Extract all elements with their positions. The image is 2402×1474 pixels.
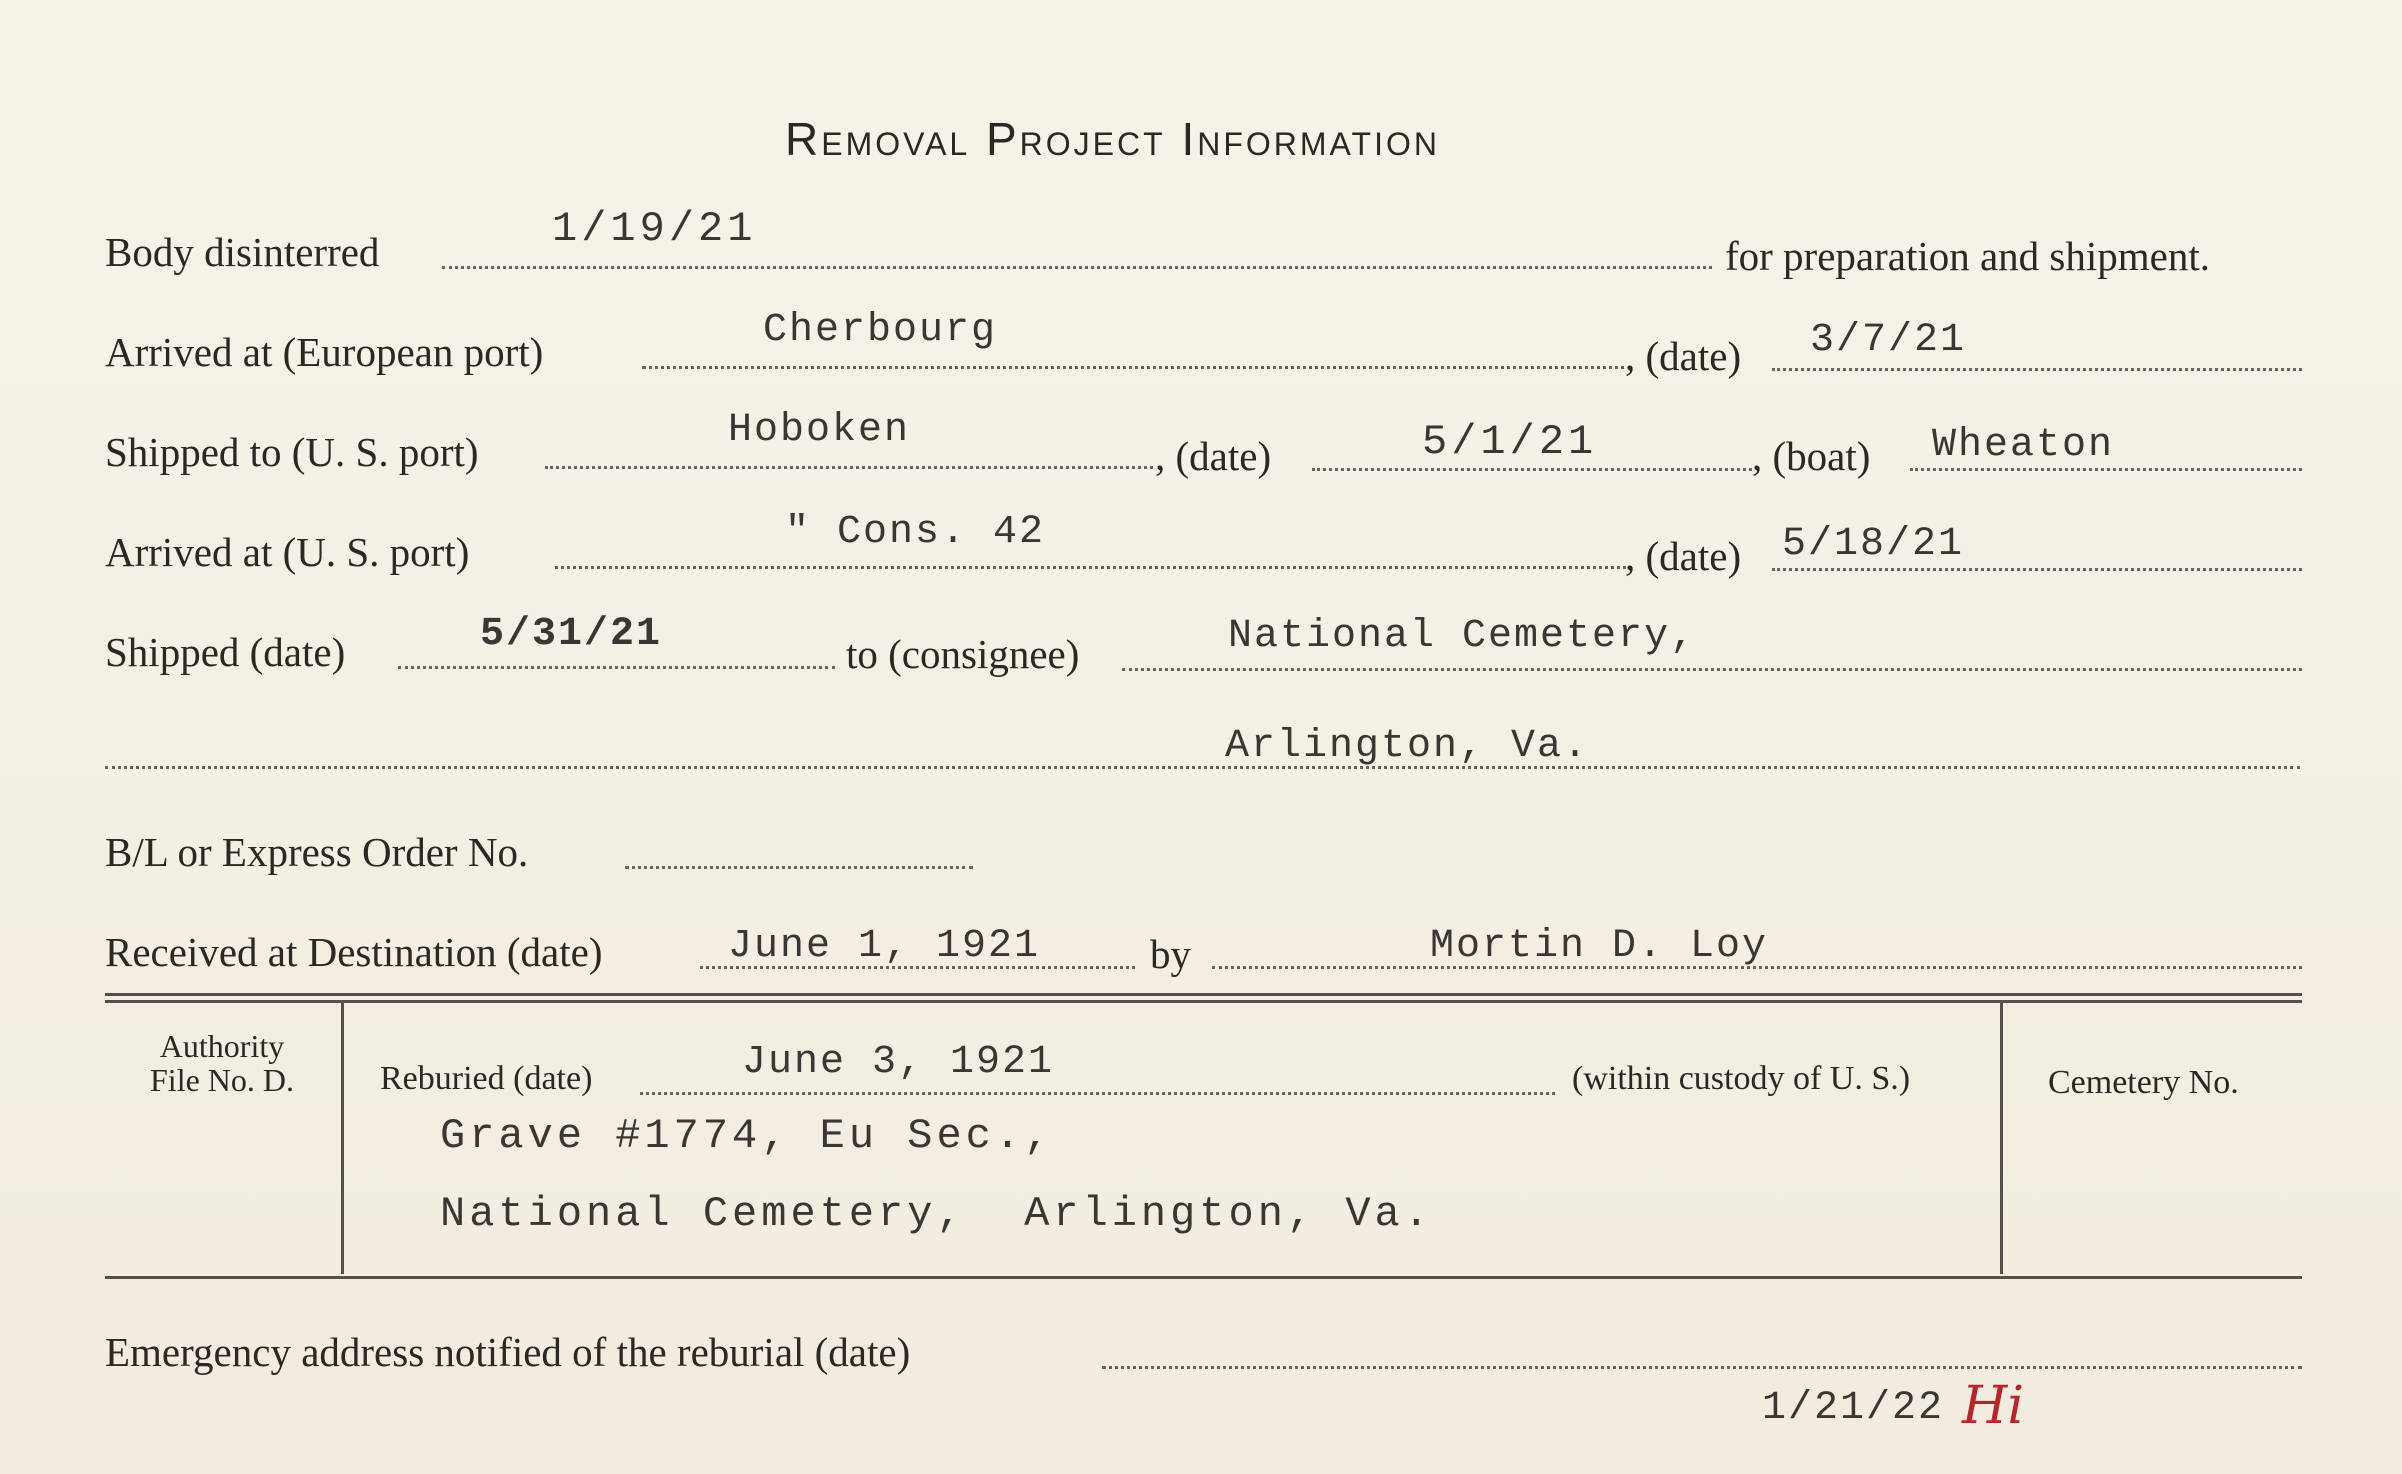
bl-line <box>625 866 973 869</box>
card-title: Removal Project Information <box>785 113 1440 165</box>
authority-label <box>122 1030 322 1097</box>
shipped-us-boat-line <box>1910 468 2302 471</box>
arrived-us-date-line <box>1772 568 2302 571</box>
shipped-us-boat-label: , (boat) <box>1752 433 1871 479</box>
shipped-date-line <box>398 666 835 669</box>
arrived-eu-date-line <box>1772 368 2302 371</box>
shipped-us-date-label: , (date) <box>1155 433 1272 479</box>
emergency-value: 1/21/22 <box>1762 1386 1945 1431</box>
shipped-date-label: Shipped (date) <box>105 629 346 675</box>
arrived-eu-line <box>642 366 1632 369</box>
box-bottom-rule <box>105 1276 2302 1279</box>
grave-line-2: National Cemetery, Arlington, Va. <box>440 1190 1433 1238</box>
arrived-us-value: " Cons. 42 <box>785 510 1046 555</box>
shipped-us-line <box>545 466 1153 469</box>
arrived-us-line <box>555 566 1632 569</box>
received-by-value: Mortin D. Loy <box>1430 924 1769 969</box>
consignee-line <box>1122 668 2302 671</box>
shipped-us-boat-value: Wheaton <box>1932 423 2115 468</box>
received-label: Received at Destination (date) <box>105 929 603 975</box>
reburied-line <box>640 1092 1555 1095</box>
grave-line-1: Grave #1774, Eu Sec., <box>440 1112 1054 1160</box>
arrived-eu-label: Arrived at (European port) <box>105 329 544 375</box>
consignee-label: to (consignee) <box>846 631 1080 677</box>
box-divider-right <box>2000 1002 2003 1274</box>
arrived-us-label: Arrived at (U. S. port) <box>105 529 470 575</box>
received-by-label: by <box>1150 931 1191 977</box>
arrived-eu-date-label: , (date) <box>1625 333 1742 379</box>
arrived-us-date-value: 5/18/21 <box>1782 522 1965 567</box>
custody-note: (within custody of U. S.) <box>1572 1060 1911 1097</box>
box-divider-left <box>341 1002 344 1274</box>
disinterred-label: Body disinterred <box>105 229 380 275</box>
consignee-line-2 <box>105 766 2300 769</box>
arrived-us-date-label: , (date) <box>1625 533 1742 579</box>
reburied-value: June 3, 1921 <box>742 1040 1055 1085</box>
received-value: June 1, 1921 <box>728 924 1041 969</box>
shipped-us-date-value: 5/1/21 <box>1422 418 1598 466</box>
cemetery-no-label: Cemetery No. <box>2048 1064 2239 1101</box>
disinterred-value: 1/19/21 <box>552 205 757 253</box>
emergency-label: Emergency address notified of the reburial (date) <box>105 1329 911 1375</box>
emergency-initials: Hi <box>1962 1376 2024 1436</box>
authority-label-line1: Authority <box>159 1028 285 1064</box>
authority-label-line2: File No. D. <box>150 1061 294 1098</box>
disinterred-line <box>442 266 1712 269</box>
bl-label: B/L or Express Order No. <box>105 829 529 875</box>
shipped-us-date-line <box>1312 468 1752 471</box>
consignee-value-2: Arlington, Va. <box>1225 724 1590 769</box>
shipped-date-value: 5/31/21 <box>480 612 663 657</box>
disinterred-suffix: for preparation and shipment. <box>1725 233 2211 279</box>
box-top-rule-2 <box>105 1000 2302 1003</box>
shipped-us-value: Hoboken <box>728 408 911 453</box>
consignee-value: National Cemetery, <box>1228 614 1697 659</box>
reburied-label: Reburied (date) <box>380 1060 593 1097</box>
box-top-rule <box>105 993 2302 996</box>
arrived-eu-date-value: 3/7/21 <box>1810 318 1967 363</box>
shipped-us-label: Shipped to (U. S. port) <box>105 429 479 475</box>
emergency-line <box>1102 1366 2302 1369</box>
arrived-eu-value: Cherbourg <box>763 308 998 353</box>
